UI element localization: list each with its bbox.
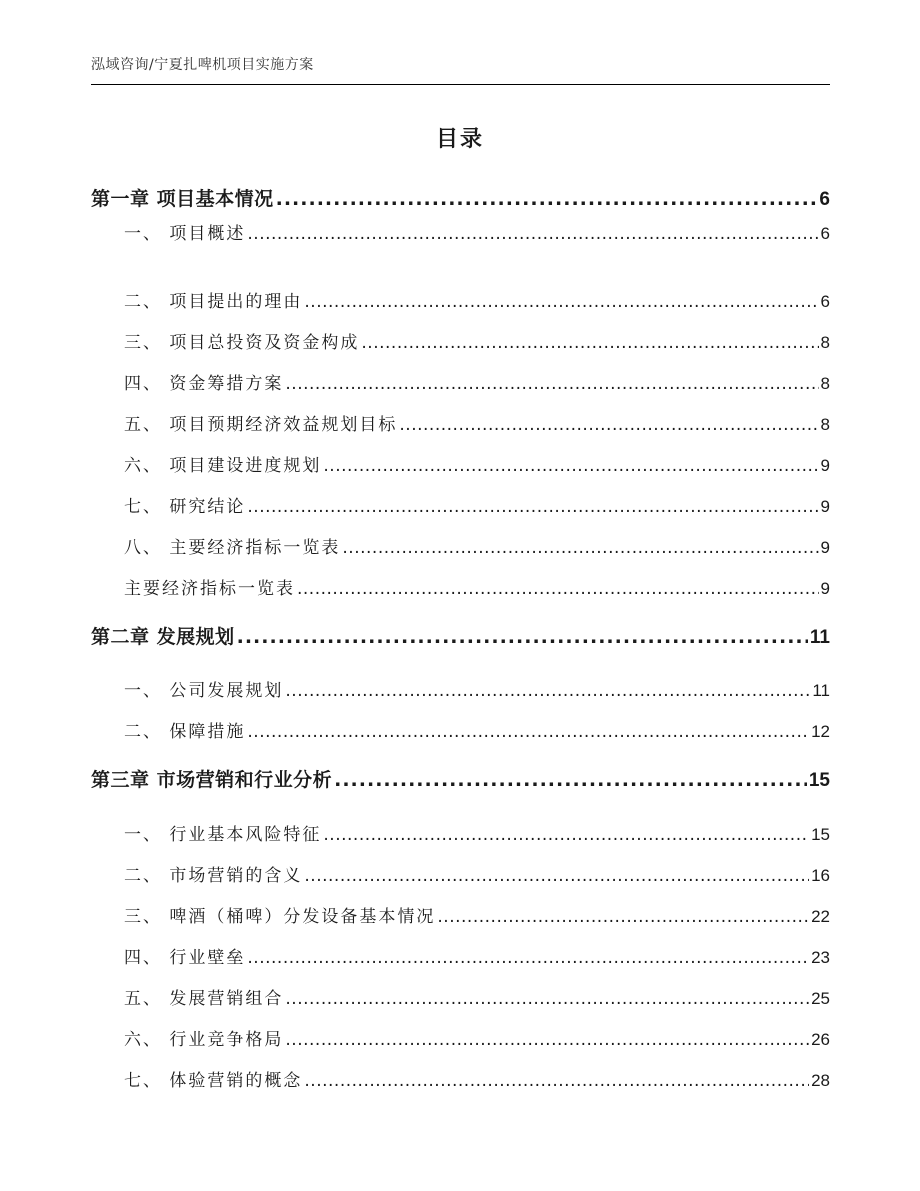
dot-leader [247,497,818,517]
toc-section-entry[interactable] [124,984,830,1009]
toc-section-entry[interactable] [124,533,830,558]
dot-leader [437,907,809,927]
toc-entry-page: 9 [820,456,830,475]
toc-section-entry[interactable] [124,717,830,742]
dot-leader [297,579,819,599]
toc-section-entry[interactable] [124,574,830,599]
dot-leader [237,626,808,648]
toc-entry-label: 第二章 发展规划 [91,626,235,648]
dot-leader [304,1071,809,1091]
toc-entry-page: 12 [811,722,830,741]
toc-entry-label: 一、 项目概述 [124,224,246,244]
dot-leader [304,866,809,886]
toc-section-entry[interactable] [124,287,830,312]
dot-leader [334,769,807,791]
toc-entry-page: 23 [811,948,830,967]
toc-entry-label: 六、 行业竞争格局 [124,1030,284,1050]
toc-entry-label: 一、 行业基本风险特征 [124,825,322,845]
toc-entry-page: 16 [811,866,830,885]
toc-section-entry[interactable] [124,219,830,244]
dot-leader [276,188,818,210]
toc-entry-label: 二、 保障措施 [124,722,246,742]
toc-entry-label: 八、 主要经济指标一览表 [124,538,341,558]
toc-section-entry[interactable] [124,1025,830,1050]
toc-entry-page: 28 [811,1071,830,1090]
toc-entry-label: 六、 项目建设进度规划 [124,456,322,476]
toc-entry-label: 五、 项目预期经济效益规划目标 [124,415,398,435]
toc-entry-label: 主要经济指标一览表 [124,579,295,599]
toc-section-entry[interactable] [124,902,830,927]
toc-entry-page: 15 [811,825,830,844]
dot-leader [285,374,818,394]
toc-entry-page: 11 [809,627,830,648]
dot-leader [247,224,818,244]
toc-entry-label: 五、 发展营销组合 [124,989,284,1009]
dot-leader [247,722,809,742]
toc-section-entry[interactable] [124,492,830,517]
toc-entry-label: 二、 项目提出的理由 [124,292,303,312]
toc-entry-label: 三、 项目总投资及资金构成 [124,333,360,353]
dot-leader [285,681,810,701]
toc-entry-page: 9 [820,497,830,516]
toc-entry-page: 25 [811,989,830,1008]
toc-entry-page: 6 [819,189,830,210]
toc-entry-page: 11 [812,681,830,700]
toc-title: 目录 [435,127,484,152]
toc-entry-label: 七、 研究结论 [124,497,246,517]
toc-section-entry[interactable] [124,369,830,394]
toc-section-entry[interactable] [124,328,830,353]
toc-chapter-entry[interactable] [91,622,830,649]
running-header: 泓域咨询/宁夏扎啤机项目实施方案 [91,57,314,73]
toc-section-entry[interactable] [124,943,830,968]
toc-entry-page: 15 [808,770,830,791]
toc-entry-label: 七、 体验营销的概念 [124,1071,303,1091]
toc-entry-label: 四、 行业壁垒 [124,948,246,968]
toc-entry-page: 6 [820,224,830,243]
toc-entry-label: 第一章 项目基本情况 [91,188,274,210]
dot-leader [285,989,809,1009]
toc-section-entry[interactable] [124,861,830,886]
toc-entry-label: 第三章 市场营销和行业分析 [91,769,333,791]
toc-entry-label: 四、 资金筹措方案 [124,374,284,394]
toc-entry-page: 8 [820,333,830,352]
dot-leader [247,948,809,968]
toc-entry-label: 三、 啤酒（桶啤）分发设备基本情况 [124,907,436,927]
dot-leader [323,825,809,845]
toc-entry-label: 二、 市场营销的含义 [124,866,303,886]
toc-entry-page: 9 [820,579,830,598]
dot-leader [361,333,818,353]
dot-leader [323,456,818,476]
toc-section-entry[interactable] [124,1066,830,1091]
toc-chapter-entry[interactable] [91,765,830,792]
toc-entry-page: 26 [811,1030,830,1049]
dot-leader [285,1030,809,1050]
toc-section-entry[interactable] [124,451,830,476]
toc-section-entry[interactable] [124,676,830,701]
toc-entry-page: 22 [811,907,830,926]
toc-section-entry[interactable] [124,410,830,435]
toc-entry-page: 9 [820,538,830,557]
dot-leader [399,415,818,435]
toc-entry-page: 8 [820,374,830,393]
toc-entry-page: 6 [820,292,830,311]
toc-entry-page: 8 [820,415,830,434]
toc-entry-label: 一、 公司发展规划 [124,681,284,701]
dot-leader [342,538,818,558]
dot-leader [304,292,818,312]
toc-section-entry[interactable] [124,820,830,845]
toc-chapter-entry[interactable] [91,184,830,211]
